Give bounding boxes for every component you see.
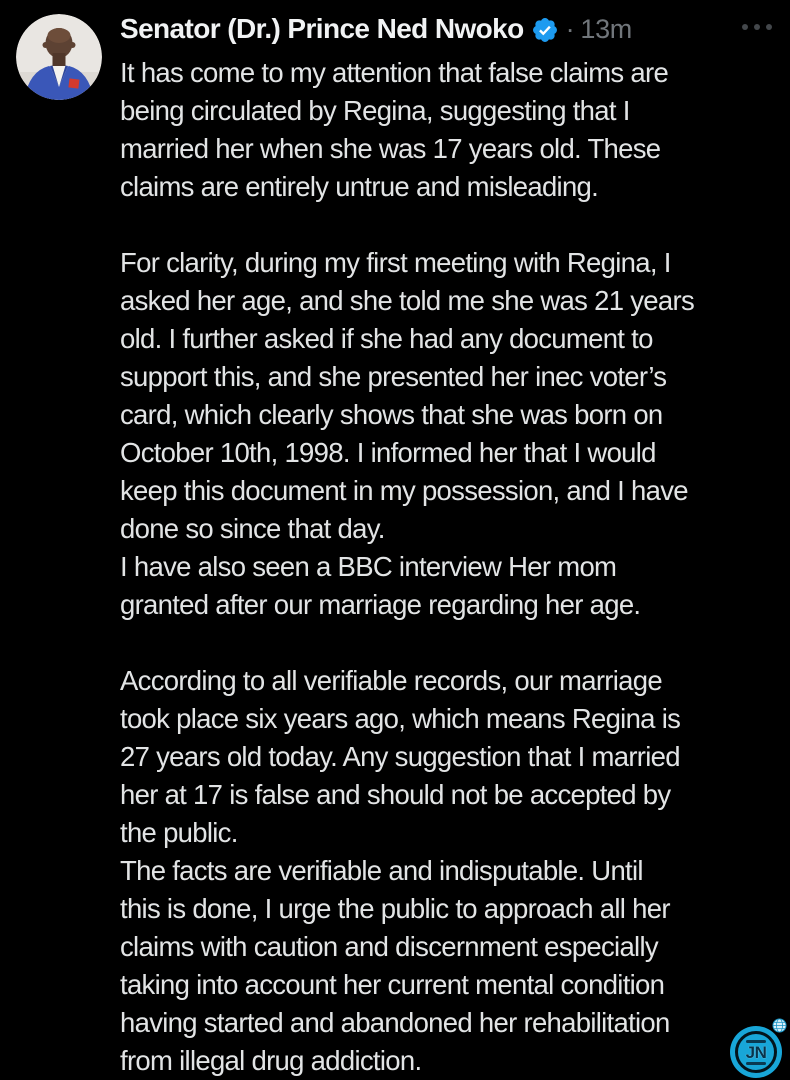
post-text-line: being circulated by Regina, suggesting that I: [120, 95, 630, 126]
watermark-inner-disc: [735, 1031, 777, 1073]
more-icon: [754, 24, 760, 30]
timestamp[interactable]: [566, 14, 632, 45]
more-icon: [742, 24, 748, 30]
post-text-line: from illegal drug addiction.: [120, 1045, 422, 1076]
more-button[interactable]: [738, 20, 776, 34]
post-text-line: the public.: [120, 817, 238, 848]
post-text-line: The facts are verifiable and indisputable. Until: [120, 855, 643, 886]
author-name[interactable]: Senator (Dr.) Prince Ned Nwoko: [120, 13, 524, 44]
post-text-line: October 10th, 1998. I informed her that I would: [120, 437, 656, 468]
post-text-line: 27 years old today. Any suggestion that I married: [120, 741, 680, 772]
verified-badge-icon[interactable]: [531, 16, 559, 44]
post-text-line: [120, 624, 784, 662]
post-text-line: For clarity, during my first meeting with Regina, I: [120, 247, 671, 278]
post-text-line: took place six years ago, which means Regina is: [120, 703, 681, 734]
watermark-circle: [730, 1026, 782, 1078]
post-text-line: old. I further asked if she had any document to: [120, 323, 653, 354]
post-header: [120, 13, 726, 45]
post-text-line: According to all verifiable records, our marriage: [120, 665, 662, 696]
more-icon: [766, 24, 772, 30]
post-text-line: her at 17 is false and should not be accepted by: [120, 779, 671, 810]
post-text-line: taking into account her current mental condition: [120, 969, 665, 1000]
post-text-line: keep this document in my possession, and I have: [120, 475, 688, 506]
post-text-line: support this, and she presented her inec voter’s: [120, 361, 667, 392]
post-text-line: asked her age, and she told me she was 21 years: [120, 285, 694, 316]
post-text-line: married her when she was 17 years old. These: [120, 133, 661, 164]
post-text-line: this is done, I urge the public to approach all her: [120, 893, 670, 924]
post-text-line: having started and abandoned her rehabilitation: [120, 1007, 670, 1038]
post-text-line: done so since that day.: [120, 513, 385, 544]
watermark-bottom-text-bar: [746, 1062, 766, 1065]
timestamp-value: 13m: [580, 13, 632, 44]
post-text-line: [120, 206, 784, 244]
post-body-text: [120, 54, 784, 1080]
post-text-line: I have also seen a BBC interview Her mom: [120, 551, 617, 582]
post-text-line: claims are entirely untrue and misleading.: [120, 171, 599, 202]
avatar-photo: [16, 14, 102, 100]
post-text-line: card, which clearly shows that she was born on: [120, 399, 663, 430]
justnaija-watermark: [730, 1018, 788, 1080]
post-text-line: granted after our marriage regarding her age.: [120, 589, 641, 620]
globe-icon: [772, 1018, 787, 1033]
watermark-initials: JN: [745, 1042, 767, 1062]
post-text-line: It has come to my attention that false claims are: [120, 57, 669, 88]
post-text-line: claims with caution and discernment especially: [120, 931, 658, 962]
dot-separator: ·: [565, 13, 575, 44]
avatar[interactable]: [16, 14, 102, 100]
